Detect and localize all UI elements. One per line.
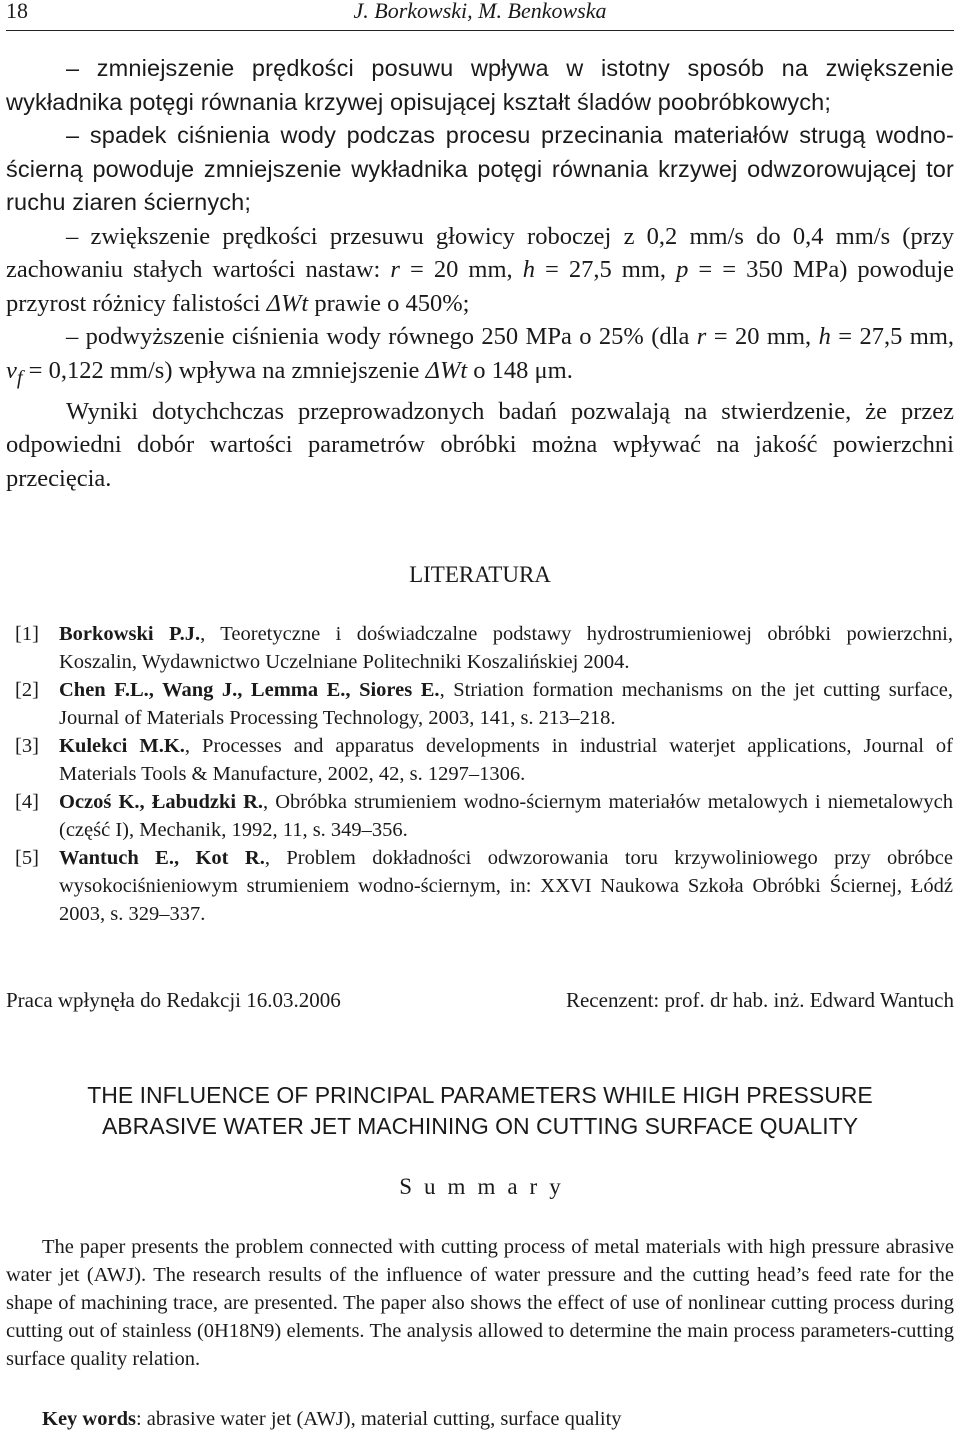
symbol-r: r [390,256,400,283]
reference-number: [2] [15,679,39,701]
reference-authors: Chen F.L., Wang J., Lemma E., Siores E. [59,679,440,701]
text-span: – zwiększenie prędkości przesuwu głowicy roboczej z 0,2 mm/s do 0,4 mm/s (przy zachowaniu stałych wartości nastaw: [6,222,954,283]
body-text [6,52,954,495]
english-title-line: THE INFLUENCE OF PRINCIPAL PARAMETERS WHILE HIGH PRESSURE [87,1082,873,1108]
reference-authors: Wantuch E., Kot R. [59,847,265,869]
reviewer: Recenzent: prof. dr hab. inż. Edward Wantuch [565,988,954,1012]
keywords-label: Key words [42,1408,136,1430]
reference-authors: Borkowski P.J. [59,623,201,645]
text-span: = 20 mm, [399,256,523,283]
reference-text: , Obróbka strumieniem wodno-ściernym materiałów metalowych i niemetalowych (część I), Mechanik, 1992, 11, s. 349–356. [59,791,953,841]
summary-heading: Summary [399,1174,573,1199]
reference-item [15,844,953,928]
reference-number: [5] [15,847,39,869]
bullet-head-speed [6,220,954,321]
received-date: Praca wpłynęła do Redakcji 16.03.2006 [6,988,341,1012]
english-title-line: ABRASIVE WATER JET MACHINING ON CUTTING SURFACE QUALITY [101,1113,859,1139]
reference-authors: Oczoś K., Łabudzki R. [59,791,264,813]
reference-text: , Striation formation mechanisms on the jet cutting surface, Journal of Materials Processing Technology, 2003, 141, s. 213–218. [59,679,953,729]
symbol-h: h [522,256,535,283]
text-span: = = 350 MPa) powoduje przyrost różnicy falistości [6,256,955,317]
reference-number: [1] [15,623,39,645]
reference-number: [3] [15,735,39,757]
symbol-delta-wt: ΔWt [266,289,309,317]
literature-heading: LITERATURA [409,562,551,587]
text-span: = 0,122 mm/s) wpływa na zmniejszenie [22,356,426,384]
reference-list [15,620,953,928]
submission-info [6,988,954,1018]
page-number: 18 [6,0,28,23]
english-abstract [6,1233,954,1373]
keywords [42,1405,622,1433]
symbol-v: v [6,356,17,384]
conclusion-paragraph: Wyniki dotychchczas przeprowadzonych badań pozwalają na stwierdzenie, że przez odpowiedni dobór wartości parametrów obróbki można wpływać na jakość powierzchni przecięcia. [6,397,954,492]
reference-authors: Kulekci M.K. [59,735,185,757]
symbol-f-subscript: f [16,366,23,389]
bullet-feed-rate: – zmniejszenie prędkości posuwu wpływa w istotny sposób na zwiększenie wykładnika potęgi równania krzywej opisującej kształt śladów poobróbkowych; [6,55,954,115]
reference-text: , Teoretyczne i doświadczalne podstawy hydrostrumieniowej obróbki powierzchni, Koszalin, Wydawnictwo Uczelniane Politechniki Koszalińskiej 2004. [59,623,953,673]
symbol-p: p [676,256,689,283]
english-title [0,1080,960,1142]
text-span: = 27,5 mm, [830,323,955,350]
bullet-pressure-increase [6,320,954,395]
symbol-delta-wt: ΔWt [425,356,468,384]
symbol-h: h [818,323,831,350]
bullet-water-pressure: – spadek ciśnienia wody podczas procesu przecinania materiałów strugą wodno-ścierną powoduje zmniejszenie wykładnika potęgi równania krzywej odwzorowującej tor ruchu ziaren ściernych; [6,122,954,215]
keywords-text: : abrasive water jet (AWJ), material cutting, surface quality [135,1408,622,1430]
running-head-authors: J. Borkowski, M. Benkowska [353,0,607,23]
reference-item [15,620,953,676]
reference-item [15,676,953,732]
symbol-r: r [696,323,707,350]
text-span: prawie o 450%; [308,289,470,317]
running-head [6,0,954,28]
reference-text: , Problem dokładności odwzorowania toru krzywoliniowego przy obróbce wysokociśnieniowym strumieniem wodno-ściernym, in: XXVI Naukowa Szkoła Obróbki Ściernej, Łódź 2003, s. 329–337. [59,847,954,925]
text-span: = 27,5 mm, [534,256,677,283]
text-span: – podwyższenie ciśnienia wody równego 250 MPa o 25% (dla [66,323,697,350]
text-span: = 20 mm, [706,323,819,350]
reference-number: [4] [15,791,39,813]
reference-item [15,732,953,788]
reference-text: , Processes and apparatus developments in industrial waterjet applications, Journal of Materials Tools & Manufacture, 2002, 42, s. 1297–1306. [59,735,953,785]
reference-item [15,788,953,844]
text-span: o 148 μm. [467,356,573,384]
abstract-paragraph: The paper presents the problem connected with cutting process of metal materials with high pressure abrasive water jet (AWJ). The research results of the influence of water pressure and the cutting head’s feed rate for the shape of machining trace, are presented. The paper also shows the effect of use of nonlinear cutting process during cutting out of stainless (0H18N9) elements. The analysis allowed to determine the main process parameters-cutting surface quality relation. [6,1236,954,1370]
header-rule [6,30,954,31]
